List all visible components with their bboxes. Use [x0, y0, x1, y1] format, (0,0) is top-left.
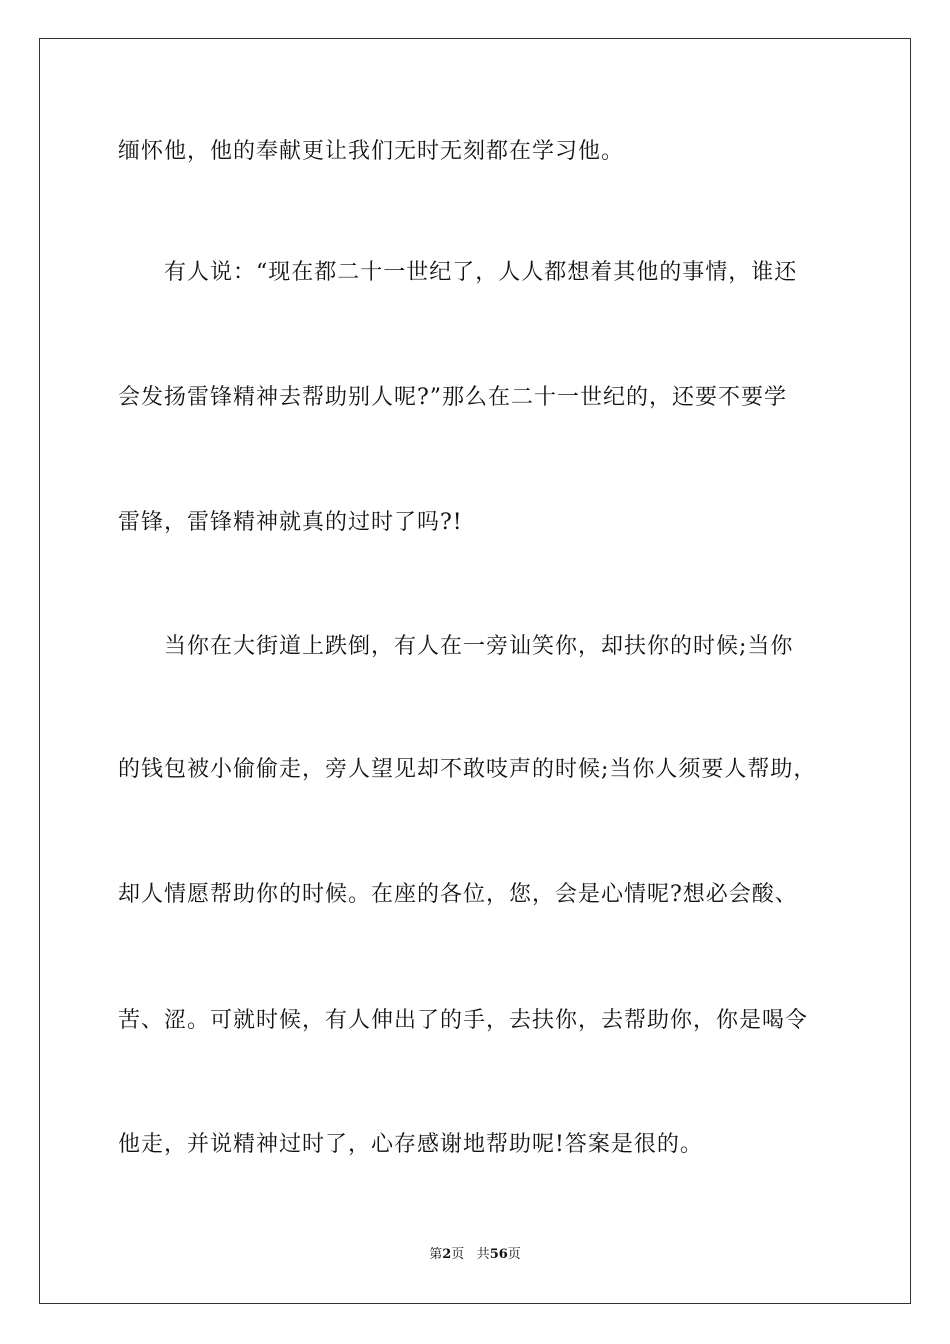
footer-page-suffix: 页 — [451, 1247, 465, 1262]
footer-total-suffix: 页 — [507, 1247, 521, 1262]
text-line-1: 缅怀他，他的奉献更让我们无时无刻都在学习他。 — [118, 139, 625, 164]
footer-total-pages: 56 — [489, 1247, 508, 1262]
text-line-3: 会发扬雷锋精神去帮助别人呢?”那么在二十一世纪的，还要不要学 — [118, 385, 788, 410]
page-footer — [0, 1246, 950, 1264]
text-line-4: 雷锋，雷锋精神就真的过时了吗?! — [118, 510, 463, 535]
text-line-9: 他走，并说精神过时了，心存感谢地帮助呢!答案是很的。 — [118, 1132, 703, 1157]
text-line-7: 却人情愿帮助你的时候。在座的各位，您，会是心情呢?想必会酸、 — [118, 882, 798, 907]
footer-page-number: 2 — [442, 1247, 452, 1262]
footer-total-prefix: 共 — [476, 1247, 490, 1262]
footer-page-prefix: 第 — [429, 1247, 443, 1262]
page-border — [39, 38, 911, 1304]
text-line-5: 当你在大街道上跌倒，有人在一旁讪笑你，却扶你的时候;当你 — [118, 634, 794, 659]
text-line-2: 有人说：“现在都二十一世纪了，人人都想着其他的事情，谁还 — [118, 260, 798, 285]
text-line-6: 的钱包被小偷偷走，旁人望见却不敢吱声的时候;当你人须要人帮助， — [118, 757, 817, 782]
text-line-8: 苦、涩。可就时候，有人伸出了的手，去扶你，去帮助你，你是喝令 — [118, 1008, 809, 1033]
